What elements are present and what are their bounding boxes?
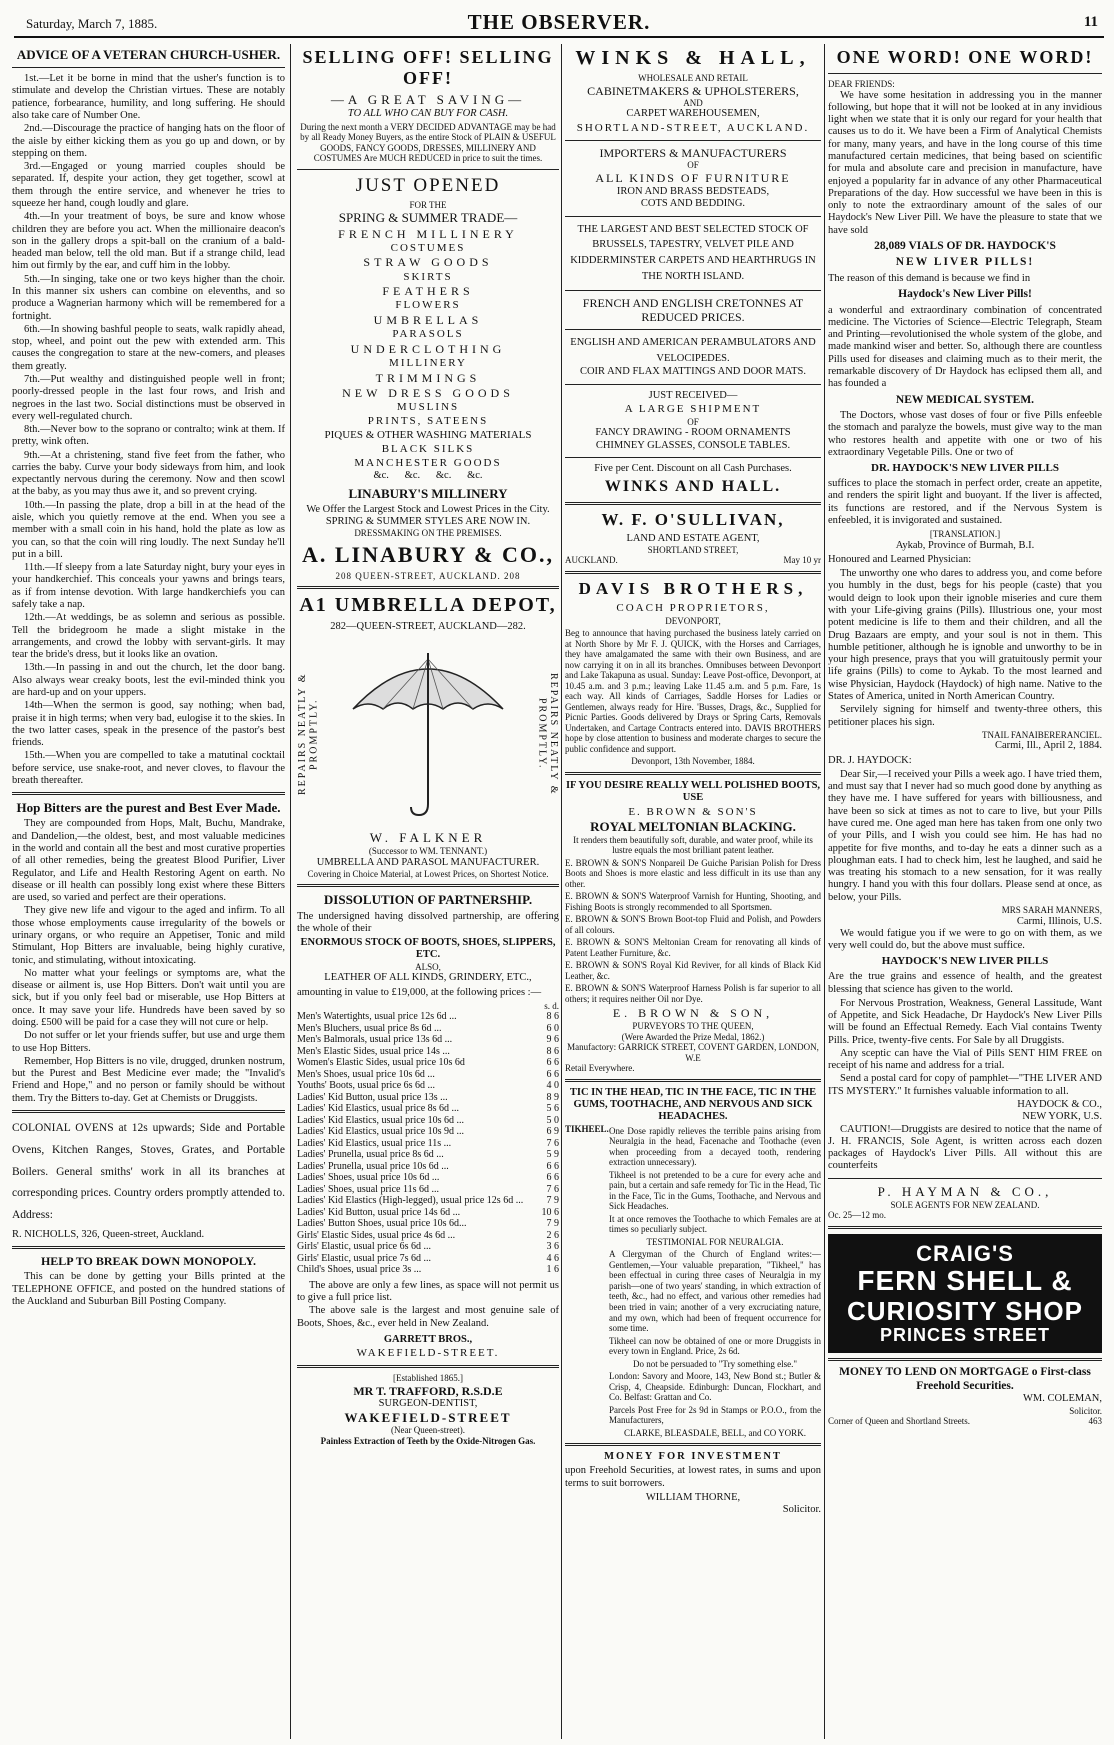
- auckland-row: AUCKLAND. May 10 yr: [565, 555, 821, 566]
- price-row: Ladies' Kid Elastics, usual price 11s ... 7 6: [297, 1137, 559, 1149]
- brown-item: E. BROWN & SON'S Brown Boot-top Fluid and Polish, and Powders of all colours.: [565, 914, 821, 935]
- coir-mattings: COIR AND FLAX MATTINGS AND DOOR MATS.: [579, 366, 807, 378]
- haydock-intro: We have some hesitation in addressing you in the manner following, but hope that it will not be looked at in any invidious light when we state that it is only our regard for your health that causes us to do it. We have been a Firm of Analytical Chemists for many, many years, and have in the long course of this time manufactured certain medicines, that being based on scientific for mula and absolute care and precision in manufacture, have enjoyed a popularity far in advance of any other Pharmaceutical Preparations of the day. How successful we have been in this is only to note the extraordinary amount of the sales of our Haydock's New Liver Pill. We have the pleasure to state that we have sold: [828, 89, 1102, 236]
- tic-agents: London: Savory and Moore, 143, New Bond st.; Butler & Crisp, 4, Cheapside. Edinburgh: Duncan, Flockhart, and Co. Belfast: Grattan and Co.: [609, 1371, 821, 1403]
- price-row: Ladies' Kid Elastics (High-legged), usual price 12s 6d ... 7 9: [297, 1195, 559, 1207]
- tic-body: [565, 1124, 821, 1438]
- hop-paragraph: They are compounded from Hops, Malt, Buchu, Mandrake, and Dandelion,—the oldest, best, and most valuable medicines in the world and contain all the best and most curative properties of all other remedies, being the greatest Blood Purifier, Liver Regulator, and Life and Health Restoring Agent on earth. No disease or ill health can possibly long exist where these Bitters are used, so varied and perfect are their operations.: [12, 818, 285, 904]
- one-word-head: ONE WORD! ONE WORD!: [836, 47, 1094, 67]
- money-investment-head: MONEY FOR INVESTMENT: [604, 1451, 782, 1463]
- amount-text: amounting in value to £19,000, at the following prices :—: [297, 986, 542, 998]
- all-kinds-furniture: ALL KINDS OF FURNITURE: [595, 171, 791, 186]
- burmah-letter: The unworthy one who dares to address you, and come before you humbly in the dust, begs for his people (caste) that you would deign to look upon their ignoble miseries and cure them with your Life-giving grains (Pills). Illustrious one, your most potent medicine is life to them and their children, and all the Drug Bazaars are empty, and your soul is not in them. This humble petitioner, although he is ignoble and unworthy to be in your high presence, prays that you will gratuitously permit your life grains (Pills) to come to Aykab. To the most learned and wise Physician, Haydock (Haydock) of high name. Native to the States of America, united in North American Country.: [828, 568, 1102, 702]
- advice-paragraph: 6th.—In showing bashful people to seats, walk rapidly ahead, stop, wheel, and point out the pew with extended arm. This causes the congregation to stare at the new-comers, and pleases them greatly.: [12, 323, 285, 372]
- selling-off-head: SELLING OFF! SELLING OFF!: [302, 47, 554, 89]
- servilely-text: Servilely signing for himself and twenty-three others, this petitioner places his sign.: [828, 704, 1102, 728]
- enormous-stock: ENORMOUS STOCK OF BOOTS, SHOES, SLIPPERS, ETC.: [300, 937, 556, 961]
- hop-bitters-ad: [12, 818, 285, 1104]
- cots-bedding: COTS AND BEDDING.: [640, 198, 746, 210]
- doctors-text: The Doctors, whose vast doses of four or five Pills enfeeble the stomach and paralyze the bowels, must give way to the man who restores health and appetite with one or two of his extraordinary Vegetable Pills. One or two of: [828, 410, 1102, 458]
- garrett-bros: GARRETT BROS.,: [383, 1333, 473, 1345]
- goods-item: FRENCH MILLINERY: [338, 226, 518, 241]
- saving-subtitle: TO ALL WHO CAN BUY FOR CASH.: [347, 108, 509, 120]
- of-label: OF: [687, 159, 699, 170]
- combination-text: a wonderful and extraordinary combination of concentrated medicine. The Victories of Science—Electric Telegraph, Steam and Printing—revolutionised the whole system of the globe, and made mankind wiser and better. So, although there are countless Pills used for diseases and claiming much as to their merit, the remarkable discovery of Dr Haydock has eclipsed them all, and has founded a: [828, 304, 1102, 390]
- brown-item: E. BROWN & SON'S Waterproof Varnish for Hunting, Shooting, and Fishing Boots is strongly recommended to all Sportsmen.: [565, 891, 821, 912]
- saving-text: During the next month a VERY DECIDED ADVANTAGE may be had by all Ready Money Buyers, as the entire Stock of PLAIN & USEFUL GOODS, FANCY GOODS, DRESSES, MILLINERY AND COSTUMES Are MUCH REDUCED in price to suit the times.: [300, 121, 556, 164]
- price-row: Ladies' Kid Elastics, usual price 10s 9d ... 6 9: [297, 1126, 559, 1138]
- price-row: Youths' Boots, usual price 6s 6d ... 4 0: [297, 1080, 559, 1092]
- coleman-address-row: Corner of Queen and Shortland Streets. 463: [828, 1416, 1102, 1427]
- tic-paragraph: It at once removes the Toothache to which Females are at times so peculiarly subject.: [609, 1213, 821, 1235]
- importers: IMPORTERS & MANUFACTURERS: [599, 145, 787, 160]
- advice-paragraph: 4th.—In your treatment of boys, be sure and know whose children they are before you act. When the millionaire deacon's son in the gallery drops a spit-ball on the cranium of a bald-headed man below, tell the old man. But if a strange child, lead him out firmly by the ear, and cuff him in the lobby.: [12, 211, 285, 272]
- osullivan-name: W. F. O'SULLIVAN,: [601, 509, 785, 529]
- brown-item: E. BROWN & SON'S Meltonian Cream for renovating all kinds of Patent Leather Furniture, &c.: [565, 937, 821, 958]
- price-row: Ladies' Prunella, usual price 10s 6d ... 6 6: [297, 1160, 559, 1172]
- advice-title: ADVICE OF A VETERAN CHURCH-USHER.: [16, 47, 281, 62]
- perambulators: ENGLISH AND AMERICAN PERAMBULATORS AND VELOCIPEDES.: [570, 336, 816, 364]
- ovens-signature: R. NICHOLLS, 326, Queen-street, Auckland.: [12, 1229, 205, 1241]
- cash-discount: Five per Cent. Discount on all Cash Purchases.: [594, 462, 792, 474]
- suffices-text: suffices to place the stomach in perfect order, create an appetite, and renders the spirit light and buoyant. If the liver is affected, its functions are restored, and if the Nervous System is enfeebled, it is invigorated and sustained.: [828, 477, 1102, 526]
- tic-obtain: Tikheel can now be obtained of one or more Druggists in every town in England. Price, 2s 6d.: [609, 1335, 821, 1357]
- boots-head: IF YOU DESIRE REALLY WELL POLISHED BOOTS, USE: [565, 779, 821, 804]
- goods-item: BLACK SILKS: [381, 442, 475, 455]
- davis-title: DAVIS BROTHERS,: [578, 578, 808, 598]
- garrett-address: WAKEFIELD-STREET.: [356, 1347, 500, 1360]
- winks-hall-title: WINKS & HALL,: [575, 47, 811, 69]
- linabury-name: A. LINABURY & CO.,: [302, 541, 554, 567]
- goods-item: MANCHESTER GOODS: [354, 456, 502, 469]
- falkner-note: Covering in Choice Material, at Lowest Prices, on Shortest Notice.: [307, 868, 549, 879]
- falkner-name: W. FALKNER: [369, 829, 487, 845]
- dissolution-text: The undersigned having dissolved partnership, are offering the whole of their: [297, 910, 559, 934]
- for-the: FOR THE: [409, 199, 447, 210]
- advice-paragraph: 3rd.—Engaged or young married couples should be separated. If, despite your action, they get together, scowl at them through the entire service, and whenever he tries to squeeze her hand, cough loudly and glare.: [12, 161, 285, 210]
- craigs-shop-ad: [828, 1234, 1102, 1353]
- hop-paragraph: No matter what your feelings or symptoms are, what the disease or ailment is, use Hop Bitters. Don't wait until you are sick, but if you only feel bad or miserable, use Hop Bitters at once. It may save your life. Hundreds have been saved by so doing. £500 will be paid for a case they will not cure or help.: [12, 967, 285, 1028]
- price-row: Men's Elastic Sides, usual price 14s ... 8 6: [297, 1045, 559, 1057]
- devonport: DEVONPORT,: [665, 615, 721, 626]
- chimney-glasses: CHIMNEY GLASSES, CONSOLE TABLES.: [595, 439, 791, 451]
- hop-bitters-title: Hop Bitters are the purest and Best Ever Made.: [16, 800, 281, 816]
- leather-line: LEATHER OF ALL KINDS, GRINDERY, ETC.,: [324, 972, 532, 984]
- iron-brass: IRON AND BRASS BEDSTEADS,: [616, 186, 770, 198]
- column-3: [565, 44, 821, 1739]
- spring-summer-trade: SPRING & SUMMER TRADE—: [338, 210, 518, 226]
- royal-meltonian: ROYAL MELTONIAN BLACKING.: [590, 819, 796, 835]
- davis-text: Beg to announce that having purchased the business lately carried on at North Shore by Mr F. J. QUICK, with the Horses and Carriages, they have amalgamated the same with their own Business, and are now carrying it on in all its branches. Omnibuses between Devonport and Lake Takapuna as usual. Sunday: Leave Post-office, Devonport, at 10.45 a.m. and 3 p.m.; leaving Lake 11.45 a.m. and 5 p.m. Fare, 1s each way. All kinds of Carriages, Saddle Horses for Ladies or Gentlemen, always ready for Hire. 'Busses, Drags, &c., Supplied for Picnic Parties. Goods delivered by Drays or Spring Carts, Removals Undertaken, and Cartage Contracts entered into. DAVIS BROTHERS hope by close attention to business and moderate charges to secure the public confidence and support.: [565, 628, 821, 754]
- advice-paragraph: 10th.—In passing the plate, drop a bill in at the head of the aisle, which you quietly remove at the end. When you see a member with a small coin in his hand, hold the plate as low as you can, so that the coin will ring loudly. The next Sunday he'll put in a bill.: [12, 499, 285, 560]
- price-row: Ladies' Kid Button, usual price 14s 6d ... 10 6: [297, 1206, 559, 1218]
- large-shipment: A LARGE SHIPMENT: [624, 402, 762, 415]
- linabury-line: SPRING & SUMMER STYLES ARE NOW IN.: [325, 516, 531, 528]
- brown-text: It renders them beautifully soft, durable, and water proof, while its lustre equals the most brilliant patent leather.: [573, 834, 813, 856]
- column-divider: [824, 44, 825, 1739]
- wakefield-street: WAKEFIELD-STREET: [344, 1409, 512, 1425]
- surgeon-dentist: SURGEON-DENTIST,: [378, 1397, 478, 1409]
- carpet-warehousemen: CARPET WAREHOUSEMEN,: [626, 108, 760, 120]
- goods-item: COSTUMES: [390, 241, 466, 254]
- umbrella-address: 282—QUEEN-STREET, AUCKLAND—282.: [330, 620, 526, 632]
- manufactory: Manufactory: GARRICK STREET, COVENT GARDEN, LONDON, W.E: [567, 1042, 819, 1063]
- advice-paragraph: 13th.—In passing in and out the church, let the door bang. Also always wear creaky boots, lest the evil-minded think you are hard-up and on your uppers.: [12, 662, 285, 698]
- carmi-letter: Dear Sir,—I received your Pills a week ago. I have tried them, and must say that I never had so much good done by anything as they have me. I have suffered for years with billiousness, and have been so sick at times as not to care to live, but your Pills have cured me. One aged man here has taken from one only two of your Pills, and I wish you could see him. He has had no appetite for five months, and to-day he eats a dinner such as a ploughman eats. I had to check him, lest he laughed, and said he was treating his stomach to a new sensation, for it was really hungry. I hand you with this four dollars. Please send at once, as below, your Pills.: [828, 768, 1102, 903]
- advice-paragraph: 15th.—When you are compelled to take a matutinal cocktail before service, use snake-root, and never cloves, to flavour the breath thereafter.: [12, 750, 285, 786]
- repairs-vertical-left: REPAIRS NEATLY & PROMPTLY.: [297, 672, 320, 796]
- advice-paragraph: 12th.—At weddings, be as solemn and serious as possible. Tell the bridegroom he made a slight mistake in the arrangements, and crowd the lobby with servant-girls. It may tear the bride's dress, but it looks like an ovation.: [12, 612, 285, 661]
- shortland-street: SHORTLAND-STREET, AUCKLAND.: [576, 121, 810, 134]
- goods-item: FLOWERS: [395, 299, 461, 312]
- craig-line: PRINCES STREET: [879, 1324, 1051, 1345]
- money-investment-text: upon Freehold Securities, at lowest rates, in sums and upon terms to suit borrowers.: [565, 1465, 821, 1489]
- dr-haydock-pills: DR. HAYDOCK'S NEW LIVER PILLS: [871, 462, 1059, 475]
- linabury-title: LINABURY'S MILLINERY: [348, 485, 508, 501]
- monopoly-title: HELP TO BREAK DOWN MONOPOLY.: [40, 1254, 257, 1269]
- translation-label: [TRANSLATION.]: [929, 529, 1001, 540]
- dissolution-title: DISSOLUTION OF PARTNERSHIP.: [323, 892, 533, 908]
- honoured-salutation: Honoured and Learned Physician:: [828, 553, 972, 565]
- cabinetmakers: CABINETMAKERS & UPHOLSTERERS,: [587, 83, 799, 98]
- caution-text: CAUTION!—Druggists are desired to notice that the name of J. H. FRANCIS, Sole Agent, is written across each dozen packages of Haydock's Liver Pills. All without this are counterfeits: [828, 1123, 1102, 1172]
- advice-paragraph: 2nd.—Discourage the practice of hanging hats on the floor of the aisle by either kicking them as you go up and down, or by stepping on them.: [12, 123, 285, 159]
- brown-item: E. BROWN & SON'S Waterproof Harness Polish is far superior to all others; it requires neither Oil nor Dye.: [565, 983, 821, 1004]
- price-row: Girls' Elastic Sides, usual price 4s 6d ... 2 6: [297, 1229, 559, 1241]
- also-label: ALSO,: [415, 961, 441, 972]
- goods-item: PRINTS, SATEENS: [367, 414, 489, 427]
- shortland-street-2: SHORTLAND STREET,: [647, 544, 739, 555]
- sceptic-text: Any sceptic can have the Vial of Pills SENT HIM FREE on receipt of his name and address for a trial.: [828, 1047, 1102, 1072]
- coleman-solicitor: Solicitor.: [1069, 1405, 1102, 1416]
- thorne-solicitor: Solicitor.: [782, 1504, 821, 1516]
- tic-paragraph: One Dose rapidly relieves the terrible pains arising from Neuralgia in the head, Facenache and Toothache (even when proceeding from a decayed tooth, rendering extraction unnecessary).: [609, 1125, 821, 1168]
- coach-proprietors: COACH PROPRIETORS,: [616, 601, 770, 614]
- tic-manufacturer: CLARKE, BLEASDALE, BELL, and CO YORK.: [624, 1427, 806, 1438]
- price-row: Men's Shoes, usual price 10s 6d ... 6 6: [297, 1068, 559, 1080]
- page-number: 11: [1083, 14, 1098, 30]
- craig-line: CURIOSITY SHOP: [846, 1295, 1083, 1326]
- tic-post: Parcels Post Free for 2s 9d in Stamps or P.O.O., from the Manufacturers,: [609, 1404, 821, 1426]
- hayman-co: P. HAYMAN & CO.,: [877, 1183, 1053, 1199]
- true-grains: Are the true grains and essence of health, and the greatest blessing that science has given to the world.: [828, 971, 1102, 995]
- goods-item: TRIMMINGS: [375, 371, 481, 386]
- umbrella-depot-head: A1 UMBRELLA DEPOT,: [299, 594, 557, 617]
- repairs-vertical-right: REPAIRS NEATLY & PROMPTLY.: [536, 672, 559, 796]
- tic-persuaded: Do not be persuaded to "Try something else.": [633, 1358, 797, 1369]
- advice-paragraph: 1st.—Let it be borne in mind that the usher's function is to stimulate and develop the Christian virtues. These are notably patience, forbearance, humility, and long suffering. He should also take care of Number One.: [12, 73, 285, 122]
- price-row: Ladies' Shoes, usual price 10s 6d ... 6 6: [297, 1172, 559, 1184]
- advice-paragraph: 11th.—If sleepy from a late Saturday night, bury your eyes in your handkerchief. This conceals your yawns and brings tears, as if from intense devotion. With large handkerchiefs you can safely take a nap.: [12, 562, 285, 611]
- price-row: Ladies' Prunella, usual price 8s 6d ... 5 9: [297, 1149, 559, 1161]
- new-medical-system: NEW MEDICAL SYSTEM.: [895, 393, 1035, 406]
- goods-item: UNDERCLOTHING: [350, 342, 506, 357]
- dr-j-salutation: DR. J. HAYDOCK:: [828, 754, 912, 766]
- column-4: [828, 44, 1102, 1739]
- linabury-line: We Offer the Largest Stock and Lowest Prices in the City.: [306, 503, 550, 515]
- price-row: Ladies' Kid Button, usual price 13s ... 8 9: [297, 1091, 559, 1103]
- umbrella-illustration-block: [297, 639, 559, 829]
- established: [Established 1865.]: [393, 1373, 463, 1384]
- brown-sons: E. BROWN & SON'S: [628, 805, 758, 818]
- craig-line: FERN SHELL &: [857, 1265, 1073, 1297]
- goods-item: MUSLINS: [396, 401, 460, 414]
- price-row: Ladies' Shoes, usual price 11s 6d ... 7 6: [297, 1183, 559, 1195]
- goods-item: MILLINERY: [389, 357, 467, 370]
- prostration-text: For Nervous Prostration, Weakness, General Lassitude, Want of Appetite, and Sick Headache, Dr Haydock's New Liver Pills will be found an Effectual Remedy. Each Vial contains Twenty Pills. Price, twenty-five cents. For Sale by all Druggists.: [828, 997, 1102, 1046]
- advice-article: [12, 73, 285, 787]
- new-york: NEW YORK, U.S.: [1022, 1111, 1102, 1123]
- column-1: [12, 44, 285, 1739]
- price-row: Girls' Elastic, usual price 6s 6d ... 3 6: [297, 1241, 559, 1253]
- retail-everywhere: Retail Everywhere.: [565, 1063, 635, 1074]
- price-row: Girls' Elastic, usual price 7s 6d ... 4 6: [297, 1252, 559, 1264]
- price-row: Child's Shoes, usual price 3s ... 1 6: [297, 1264, 559, 1276]
- masthead: [14, 8, 1104, 38]
- price-row: Men's Watertights, usual price 12s 6d ... 8 6: [297, 1011, 559, 1023]
- carmi-illinois: Carmi, Illinois, U.S.: [1016, 915, 1102, 927]
- brown-firm: E. BROWN & SON,: [612, 1006, 774, 1021]
- just-opened: JUST OPENED: [355, 174, 501, 196]
- falkner-successor: (Successor to WM. TENNANT.): [368, 846, 488, 857]
- column-2: [297, 44, 559, 1739]
- advice-paragraph: 5th.—In singing, take one or two keys higher than the choir. In this manner six ushers can combine on elevenths, and so produce a Wagnerian harmony which will be remembered for a fortnight.: [12, 273, 285, 322]
- goods-item: STRAW GOODS: [363, 255, 493, 270]
- fatigue-text: We would fatigue you if we were to go on with them, as we very well could do, but the above must suffice.: [828, 927, 1102, 952]
- above-note: The above sale is the largest and most genuine sale of Boots, Shoes, &c., ever held in New Zealand.: [297, 1305, 559, 1329]
- hop-paragraph: They give new life and vigour to the aged and infirm. To all those whose employments cause irregularity of the bowels or urinary organs, or who require an Appetiser, Tonic and mild Stimulant, Hop Bitters are invaluable, being highly curative, tonic, and stimulating, without intoxicating.: [12, 905, 285, 966]
- above-note: The above are only a few lines, as space will not permit us to give a full price list.: [297, 1279, 559, 1304]
- column-divider: [290, 44, 291, 1739]
- great-saving: —A GREAT SAVING—: [330, 92, 526, 108]
- price-row: Ladies' Kid Elastics, usual price 10s 6d ... 5 0: [297, 1114, 559, 1126]
- linabury-line: DRESSMAKING ON THE PREMISES.: [354, 528, 502, 539]
- vials-sold: 28,089 VIALS OF DR. HAYDOCK'S: [874, 239, 1056, 252]
- new-liver-pills: NEW LIVER PILLS!: [895, 256, 1035, 269]
- goods-list: [297, 227, 559, 483]
- wm-coleman: WM. COLEMAN,: [1022, 1393, 1102, 1405]
- sarah-manners: MRS SARAH MANNERS,: [1001, 905, 1102, 916]
- just-received: JUST RECEIVED—: [648, 389, 738, 401]
- price-currency-header: s. d.: [544, 1000, 559, 1011]
- goods-item: NEW DRESS GOODS: [342, 386, 514, 401]
- hop-paragraph: Do not suffer or let your friends suffer, but use and urge them to use Hop Bitters.: [12, 1030, 285, 1054]
- goods-item: SKIRTS: [403, 270, 453, 283]
- and-label: AND: [683, 97, 703, 108]
- falkner-trade: UMBRELLA AND PARASOL MANUFACTURER.: [316, 856, 540, 868]
- wholesale: WHOLESALE AND RETAIL: [638, 73, 748, 84]
- goods-item: FEATHERS: [382, 284, 474, 299]
- price-row: Women's Elastic Sides, usual price 10s 6d 6 6: [297, 1057, 559, 1069]
- goods-item: PARASOLS: [392, 328, 464, 341]
- issue-date: Saturday, March 7, 1885.: [26, 16, 158, 31]
- goods-item: PIQUES & OTHER WASHING MATERIALS: [324, 428, 532, 441]
- price-row: Men's Bluchers, usual price 8s 6d ... 6 0: [297, 1022, 559, 1034]
- tic-head: TIC IN THE HEAD, TIC IN THE FACE, TIC IN THE GUMS, TOOTHACHE, AND NERVOUS AND SICK HEADACHES.: [569, 1086, 817, 1123]
- haydock-pills-bold: Haydock's New Liver Pills!: [898, 288, 1032, 301]
- postal-text: Send a postal card for copy of pamphlet—"THE LIVER AND ITS MYSTERY." It furnishes valuable information to all.: [828, 1073, 1102, 1097]
- tikheel-label: TIKHEEL.: [565, 1123, 609, 1134]
- tic-testimonial: A Clergyman of the Church of England writes:—Gentlemen,—Your valuable preparation, "Tikheel," has been effectual in curing three cases of Neuralgia in my parish—one of two years' standing, in which extraction of teeth, &c., had no effect, and various other remedies had been tried in vain; another of a very excruciating nature, and my own, which had been of frequent occurrence for some time.: [609, 1249, 821, 1334]
- prize-medal: (Were Awarded the Prize Medal, 1862.): [621, 1031, 765, 1042]
- of-label-2: OF: [687, 416, 699, 427]
- dear-friends: DEAR FRIENDS:: [828, 79, 895, 90]
- advice-paragraph: 7th.—Put wealthy and distinguished people well in front; poorly-dressed people in the last four rows, and Irish and negroes in the last two. Social distinctions must be observed in every well-regulated church.: [12, 373, 285, 422]
- tic-paragraph: Tikheel is not pretended to be a cure for every ache and pain, but a certain and safe remedy for Tic in the Head, Tic in the Face, Tic in the Gums, Toothache, and Nervous and Sick Headaches.: [609, 1169, 821, 1212]
- cretonnes: FRENCH AND ENGLISH CRETONNES AT REDUCED PRICES.: [582, 295, 804, 324]
- advice-paragraph: 14th—When the sermon is good, say nothing; when bad, praise it in high terms; when very bad, eulogise it to the skies. In the two latter cases, speak in the presence of the pastor's best friends.: [12, 700, 285, 749]
- haydock-co: HAYDOCK & CO.,: [1017, 1099, 1102, 1111]
- haydock-pills-head: HAYDOCK'S NEW LIVER PILLS: [881, 955, 1049, 968]
- testimonial-label: TESTIMONIAL FOR NEURALGIA.: [646, 1236, 784, 1247]
- purveyors: PURVEYORS TO THE QUEEN,: [632, 1021, 754, 1032]
- aykab-place: Aykab, Province of Burmah, B.I.: [895, 539, 1035, 551]
- painless-extraction: Painless Extraction of Teeth by the Oxide-Nitrogen Gas.: [320, 1435, 536, 1446]
- largest-stock: THE LARGEST AND BEST SELECTED STOCK OF BRUSSELS, TAPESTRY, VELVET PILE AND KIDDERMINSTER CARPETS AND HEARTHRUGS IN THE NORTH ISLAND.: [570, 223, 816, 282]
- fancy-ornaments: FANCY DRAWING - ROOM ORNAMENTS: [595, 427, 791, 439]
- hop-paragraph: Remember, Hop Bitters is no vile, drugged, drunken nostrum, but the Purest and Best Medicine ever made; the "Invalid's Friend and Hope," and no person or family should be without them. Try the Bitters to-day. Get at Chemists or Druggists.: [12, 1055, 285, 1104]
- brown-item: E. BROWN & SON'S Royal Kid Reviver, for all kinds of Black Kid Leather, &c.: [565, 960, 821, 981]
- brown-item: E. BROWN & SON'S Nonpareil De Guiche Parisian Polish for Dress Boots and Shoes is more elastic and less difficult in its use than any other.: [565, 857, 821, 889]
- colonial-ovens-ad: COLONIAL OVENS at 12s upwards; Side and Portable Ovens, Kitchen Ranges, Stoves, Grates, and Portable Boilers. General smiths' work in all its branches at corresponding prices. Country orders promptly attended to. Address:: [12, 1121, 285, 1222]
- monopoly-text: This can be done by getting your Bills printed at the TELEPHONE OFFICE, and posted on the hundred stations of the Auckland and Suburban Bill Posting Company.: [12, 1271, 285, 1307]
- goods-item: UMBRELLAS: [373, 313, 483, 328]
- trafford-name: MR T. TRAFFORD, R.S.D.E: [353, 1383, 503, 1398]
- advice-paragraph: 8th.—Never bow to the soprano or contralto; wink at them. If pretty, wink often.: [12, 424, 285, 448]
- davis-date: Devonport, 13th November, 1884.: [631, 756, 755, 767]
- oc-date: Oc. 25—12 mo.: [828, 1210, 886, 1221]
- winks-hall-sign: WINKS AND HALL.: [604, 478, 782, 496]
- price-row: Ladies' Kid Elastics, usual price 8s 6d ... 5 6: [297, 1103, 559, 1115]
- land-agent: LAND AND ESTATE AGENT,: [626, 532, 760, 544]
- carmi-date: Carmi, Ill., April 2, 1884.: [994, 740, 1102, 752]
- tnail-signature: TNAIL FANAIBERERANCIEL.: [982, 729, 1102, 740]
- price-row: Men's Balmorals, usual price 13s 6d ... 9 6: [297, 1034, 559, 1046]
- reason-text: The reason of this demand is because we find in: [828, 272, 1031, 284]
- craig-line: CRAIG'S: [916, 1240, 1014, 1266]
- linabury-address: 208 QUEEN-STREET, AUCKLAND. 208: [335, 570, 521, 581]
- newspaper-title: THE OBSERVER.: [467, 10, 651, 34]
- price-row: Ladies' Button Shoes, usual price 10s 6d... 7 9: [297, 1218, 559, 1230]
- mortgage-head: MONEY TO LEND ON MORTGAGE o First-class Freehold Securities.: [839, 1366, 1091, 1392]
- advice-paragraph: 9th.—At a christening, stand five feet from the father, who carries the baby. Curve your body sideways from him, and look expectantly nervous during the ceremony. Now and then scowl at the baby, as you may thus awe it, and so prevent crying.: [12, 449, 285, 498]
- column-divider: [561, 44, 562, 1739]
- umbrella-icon: [343, 639, 513, 819]
- sole-agents: SOLE AGENTS FOR NEW ZEALAND.: [890, 1199, 1040, 1210]
- near-queen: (Near Queen-street).: [391, 1425, 465, 1436]
- william-thorne: WILLIAM THORNE,: [645, 1492, 741, 1504]
- etc-row: &c. &c. &c. &c.: [373, 470, 483, 482]
- price-list: [297, 1011, 559, 1276]
